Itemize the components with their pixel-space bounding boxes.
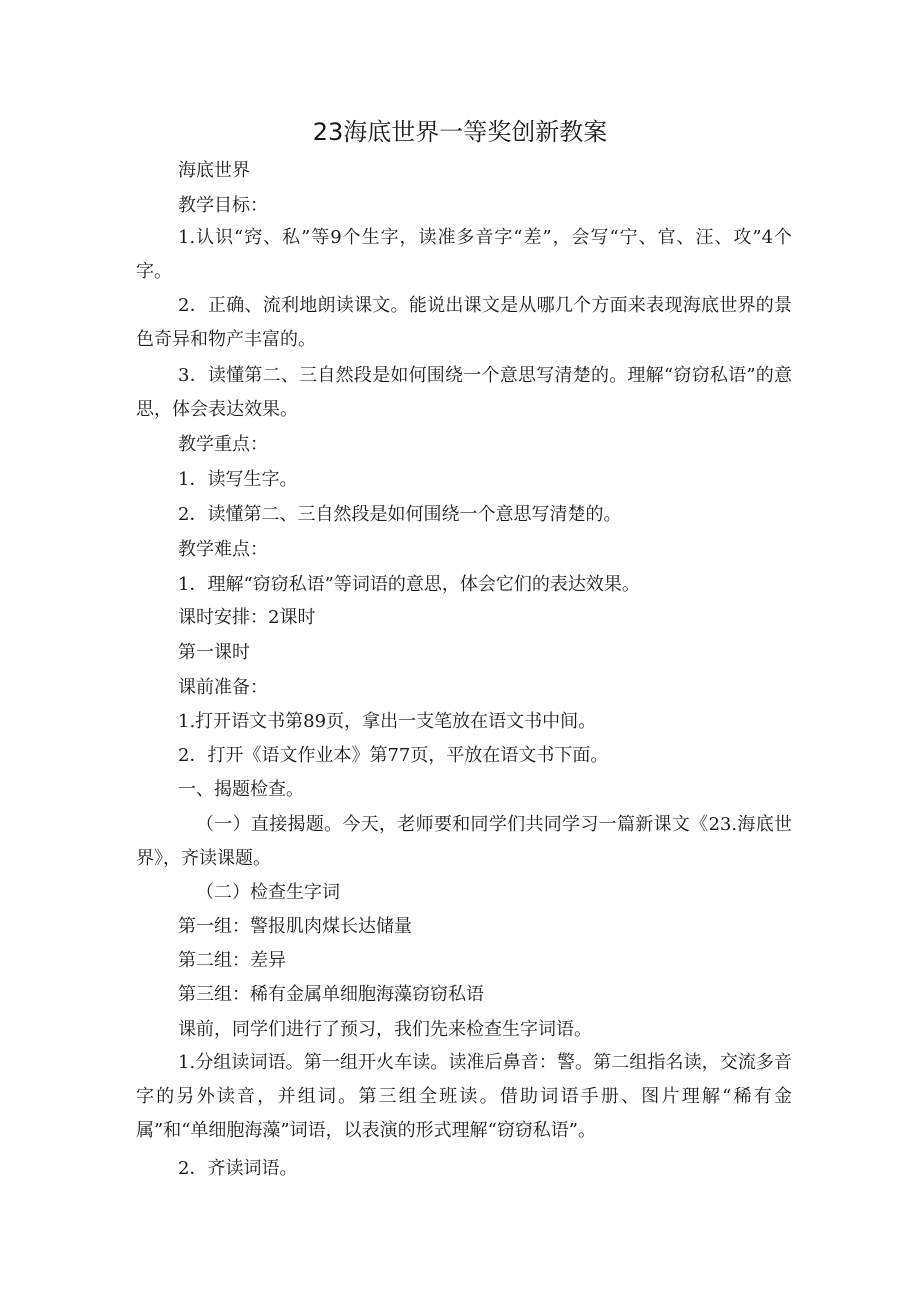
first-lesson-heading: 第一课时 [178, 642, 250, 663]
key-point-1: 1．读写生字。 [178, 469, 298, 490]
schedule: 课时安排：2课时 [178, 607, 316, 628]
objective-2: 2．正确、流利地朗读课文。能说出课文是从哪几个方面来表现海底世界的景色奇异和物产丰富的。 [136, 295, 792, 350]
objective-1: 1.认识“窍、私”等9个生字，读准多音字“差”，会写“宁、官、汪、攻”4个字。 [136, 227, 792, 282]
step-check-words: （二）检查生字词 [196, 882, 340, 903]
heading-objectives: 教学目标： [178, 195, 268, 216]
preparation-2: 2．打开《语文作业本》第77页，平放在语文书下面。 [178, 745, 609, 766]
heading-difficulties: 教学难点： [178, 539, 268, 560]
heading-key-points: 教学重点： [178, 434, 268, 455]
heading-preparation: 课前准备： [178, 677, 268, 698]
activity-2: 2．齐读词语。 [178, 1158, 298, 1179]
activity-1: 1.分组读词语。第一组开火车读。读准后鼻音：警。第二组指名读，交流多音字的另外读音，并组词。第三组全班读。借助词语手册、图片理解“稀有金属”和“单细胞海藻”词语，以表演的形式理解“窃窃私语”。 [136, 1052, 792, 1141]
word-group-2: 第二组：差异 [178, 950, 286, 971]
lesson-name: 海底世界 [178, 160, 250, 181]
word-group-3: 第三组：稀有金属单细胞海藻窃窃私语 [178, 984, 484, 1005]
objective-3: 3．读懂第二、三自然段是如何围绕一个意思写清楚的。理解“窃窃私语”的意思，体会表达效果。 [136, 365, 792, 420]
step-introduce-topic: （一）直接揭题。今天，老师要和同学们共同学习一篇新课文《23.海底世界》，齐读课题。 [136, 814, 792, 869]
preparation-1: 1.打开语文书第89页，拿出一支笔放在语文书中间。 [178, 711, 597, 732]
document-title: 23海底世界一等奖创新教案 [312, 118, 608, 146]
section-1-heading: 一、揭题检查。 [178, 779, 304, 800]
word-group-1: 第一组：警报肌肉煤长达储量 [178, 916, 412, 937]
preview-check-intro: 课前，同学们进行了预习，我们先来检查生字词语。 [178, 1019, 592, 1040]
difficulty-1: 1．理解“窃窃私语”等词语的意思，体会它们的表达效果。 [178, 574, 640, 595]
key-point-2: 2．读懂第二、三自然段是如何围绕一个意思写清楚的。 [178, 504, 622, 525]
